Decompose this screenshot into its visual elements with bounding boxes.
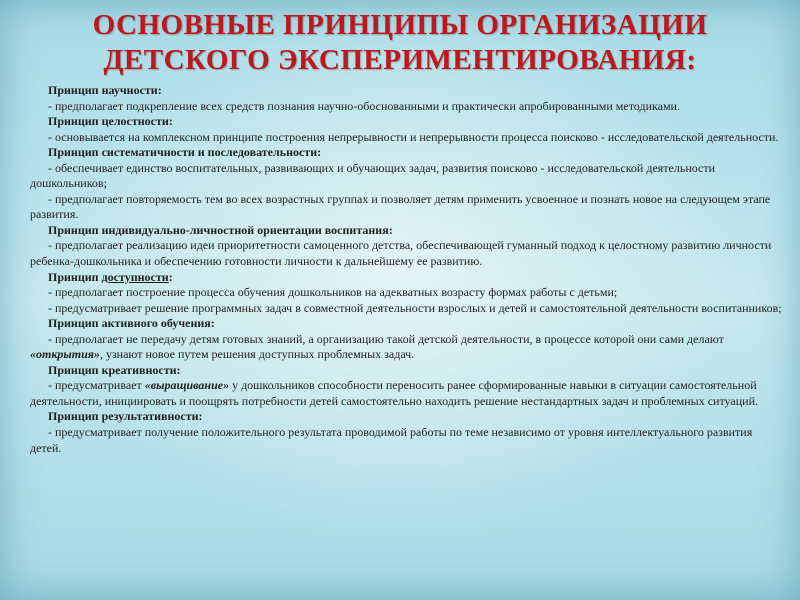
principle-item: - предусматривает решение программных задач в совместной деятельности взрослых и детей и самостоятельной деятельности воспитанников;	[48, 300, 782, 315]
principle-item: - предполагает подкрепление всех средств познания научно-обоснованными и практически апробированными методиками.	[48, 98, 680, 113]
principle-item: - предусматривает получение положительного результата проводимой работы по теме независимо от уровня интеллектуального развития детей.	[30, 425, 753, 455]
principle-item	[30, 378, 782, 409]
principles-list	[30, 83, 782, 456]
heading-suffix: :	[168, 269, 173, 284]
item-text: - предусматривает	[48, 378, 145, 393]
item-text: - предполагает не передачу детям готовых знаний, а организацию такой детской деятельности, в процессе которой они сами делают	[48, 331, 724, 346]
principle-item: - основывается на комплексном принципе построения непрерывности и непрерывности процесса поисково - исследовательской деятельности.	[48, 129, 779, 144]
principle-heading-individual: Принцип индивидуально-личностной ориентации воспитания:	[48, 222, 393, 237]
item-emphasis: «открытия»	[30, 347, 100, 362]
principle-item: - предполагает повторяемость тем во всех возрастных группах и позволяет детям применить усвоенное и познать новое на следующем этапе развития.	[30, 191, 771, 222]
item-text: у дошкольников способности переносить ранее сформированные навыки в ситуации самостоятельной деятельности, инициировать и поощрять потребности детей самостоятельно находить решение нестандартных задач и проблемных ситуаций.	[30, 378, 758, 408]
principle-item: - обеспечивает единство воспитательных, развивающих и обучающих задач, развития поисково - исследовательской деятельности дошкольников;	[30, 160, 716, 191]
heading-prefix: Принцип	[48, 269, 102, 284]
principle-item: - предполагает реализацию идеи приоритетности самоценного детства, обеспечивающей гуманный подход к целостному развитию личности ребенка-дошкольника и обеспечению готовности личности к дальнейшему ее развитию.	[30, 238, 772, 269]
principle-heading-effectiveness: Принцип результативности:	[48, 409, 203, 424]
slide-title-line-1: ОСНОВНЫЕ ПРИНЦИПЫ ОРГАНИЗАЦИИ	[92, 9, 708, 41]
principle-heading-active-learning: Принцип активного обучения:	[48, 316, 215, 331]
principle-heading-scientific: Принцип научности:	[48, 83, 162, 97]
principle-item	[30, 332, 782, 363]
principle-heading-accessibility	[30, 270, 782, 286]
item-text: , узнают новое путем решения доступных проблемных задач.	[99, 347, 415, 362]
principle-item: - предполагает построение процесса обучения дошкольников на адекватных возрасту формах работы с детьми;	[48, 285, 618, 300]
slide-title	[40, 8, 760, 78]
slide-title-line-2: ДЕТСКОГО ЭКСПЕРИМЕНТИРОВАНИЯ:	[103, 44, 697, 76]
heading-underlined-word: доступности	[101, 269, 169, 284]
principle-heading-integrity: Принцип целостности:	[48, 114, 173, 129]
principle-heading-creativity: Принцип креативности:	[48, 362, 181, 377]
principle-heading-systematic: Принцип систематичности и последовательности:	[48, 145, 322, 160]
item-emphasis: «выращивание»	[144, 378, 230, 393]
